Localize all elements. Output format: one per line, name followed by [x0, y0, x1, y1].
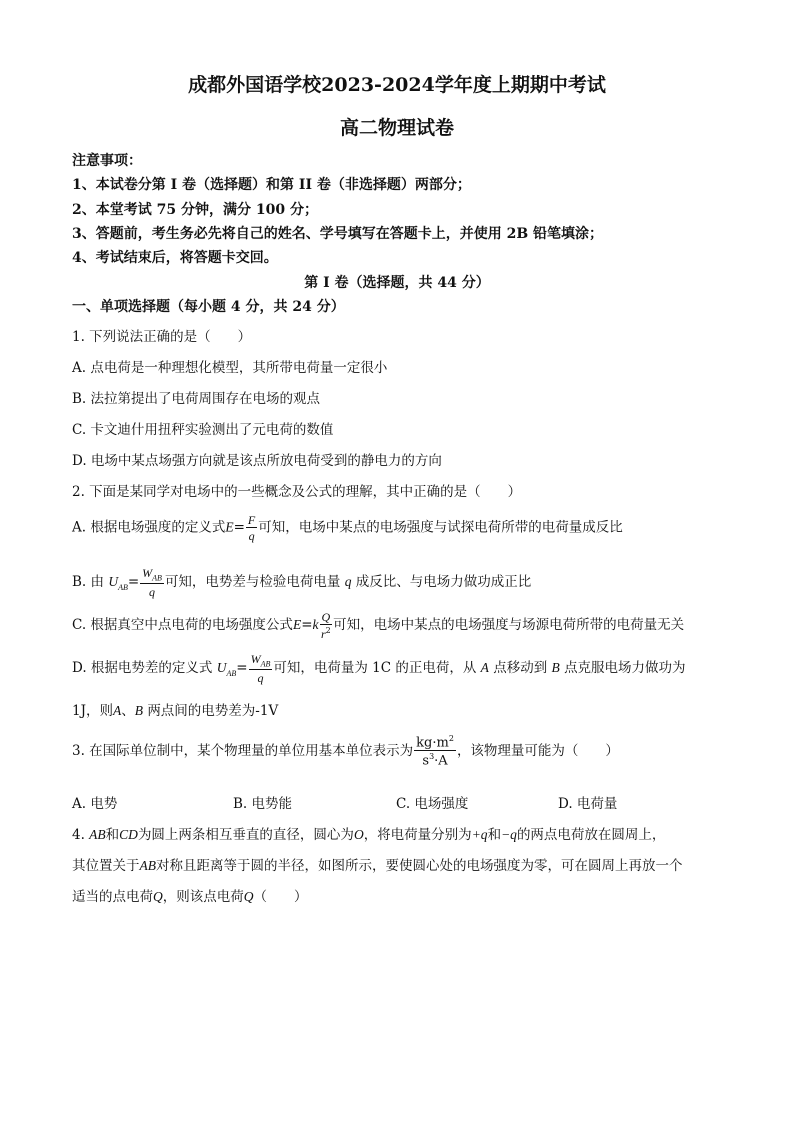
note-item-4: 4、考试结束后，将答题卡交回。 — [72, 250, 278, 266]
q2-option-c: C. 根据真空中点电荷的电场强度公式E=k $\frac{Q}{r^2}$ 可知，电场中某点的电场强度与场源电荷所带的电荷量无关 — [72, 610, 685, 641]
formula-fraction: $\frac{W_{AB}}{q}$ — [142, 566, 162, 600]
section-heading: 一、单项选择题（每小题 4 分，共 24 分） — [72, 299, 345, 315]
q2-option-b: B. 由 $U_{AB}=$ $\frac{W_{AB}}{q}$ 可知，电势差与检验电荷电量 q 成反比、与电场力做功成正比 — [72, 566, 532, 600]
q1-stem: 1. 下列说法正确的是（ ） — [72, 329, 252, 345]
note-item-1: 1、本试卷分第 I 卷（选择题）和第 II 卷（非选择题）两部分； — [72, 177, 471, 193]
q2-option-d-line2: 1J，则A、B 两点间的电势差为-1V — [72, 703, 279, 719]
q2-option-d: D. 根据电势差的定义式 $U_{AB}=$ $\frac{W_{AB}}{q}$ 可知，电荷量为 1C 的正电荷，从 A 点移动到 B 点克服电场力做功为 — [72, 652, 686, 686]
q3-stem: 3. 在国际单位制中，某个物理量的单位用基本单位表示为 $\frac{kg\cdot m^2}{s^3\cdot A}$ ，该物理量可能为（ ） — [72, 734, 619, 769]
unit-fraction: $\frac{kg\cdot m^2}{s^3\cdot A}$ — [416, 734, 454, 769]
q1-option-c: C. 卡文迪什用扭秤实验测出了元电荷的数值 — [72, 422, 334, 438]
formula-fraction: $\frac{F}{q}$ — [247, 513, 256, 543]
part1-heading: 第 I 卷（选择题，共 44 分） — [304, 275, 490, 291]
q3-option-c: C. 电场强度 — [396, 796, 469, 812]
q4-line-2: 其位置关于AB对称且距离等于圆的半径，如图所示，要使圆心处的电场强度为零，可在圆周上再放一个 — [72, 858, 683, 874]
exam-title: 成都外国语学校2023-2024学年度上期期中考试 — [188, 74, 606, 96]
q1-option-d: D. 电场中某点场强方向就是该点所放电荷受到的静电力的方向 — [72, 453, 442, 469]
q2-option-a: A. 根据电场强度的定义式E= $\frac{F}{q}$ 可知，电场中某点的电场强度与试探电荷所带的电荷量成反比 — [72, 513, 623, 543]
formula-fraction: $\frac{Q}{r^2}$ — [320, 610, 331, 641]
q3-option-d: D. 电荷量 — [558, 796, 618, 812]
note-item-2: 2、本堂考试 75 分钟，满分 100 分； — [72, 202, 318, 218]
q1-option-a: A. 点电荷是一种理想化模型，其所带电荷量一定很小 — [72, 360, 388, 376]
q1-option-b: B. 法拉第提出了电荷周围存在电场的观点 — [72, 391, 321, 407]
exam-subtitle: 高二物理试卷 — [339, 117, 454, 139]
notes-heading: 注意事项： — [72, 153, 142, 169]
formula-fraction: $\frac{W_{AB}}{q}$ — [250, 652, 271, 686]
q4-line-3: 适当的点电荷Q，则该点电荷Q（ ） — [72, 889, 308, 905]
note-item-3: 3、答题前，考生务必先将自己的姓名、学号填写在答题卡上，并使用 2B 铅笔填涂； — [72, 226, 604, 242]
q3-option-a: A. 电势 — [72, 796, 118, 812]
q4-line-1: 4. AB和CD为圆上两条相互垂直的直径，圆心为O，将电荷量分别为+q和−q的两点电荷放在圆周上， — [72, 827, 666, 843]
q2-stem: 2. 下面是某同学对电场中的一些概念及公式的理解，其中正确的是（ ） — [72, 484, 522, 500]
q3-option-b: B. 电势能 — [233, 796, 293, 812]
